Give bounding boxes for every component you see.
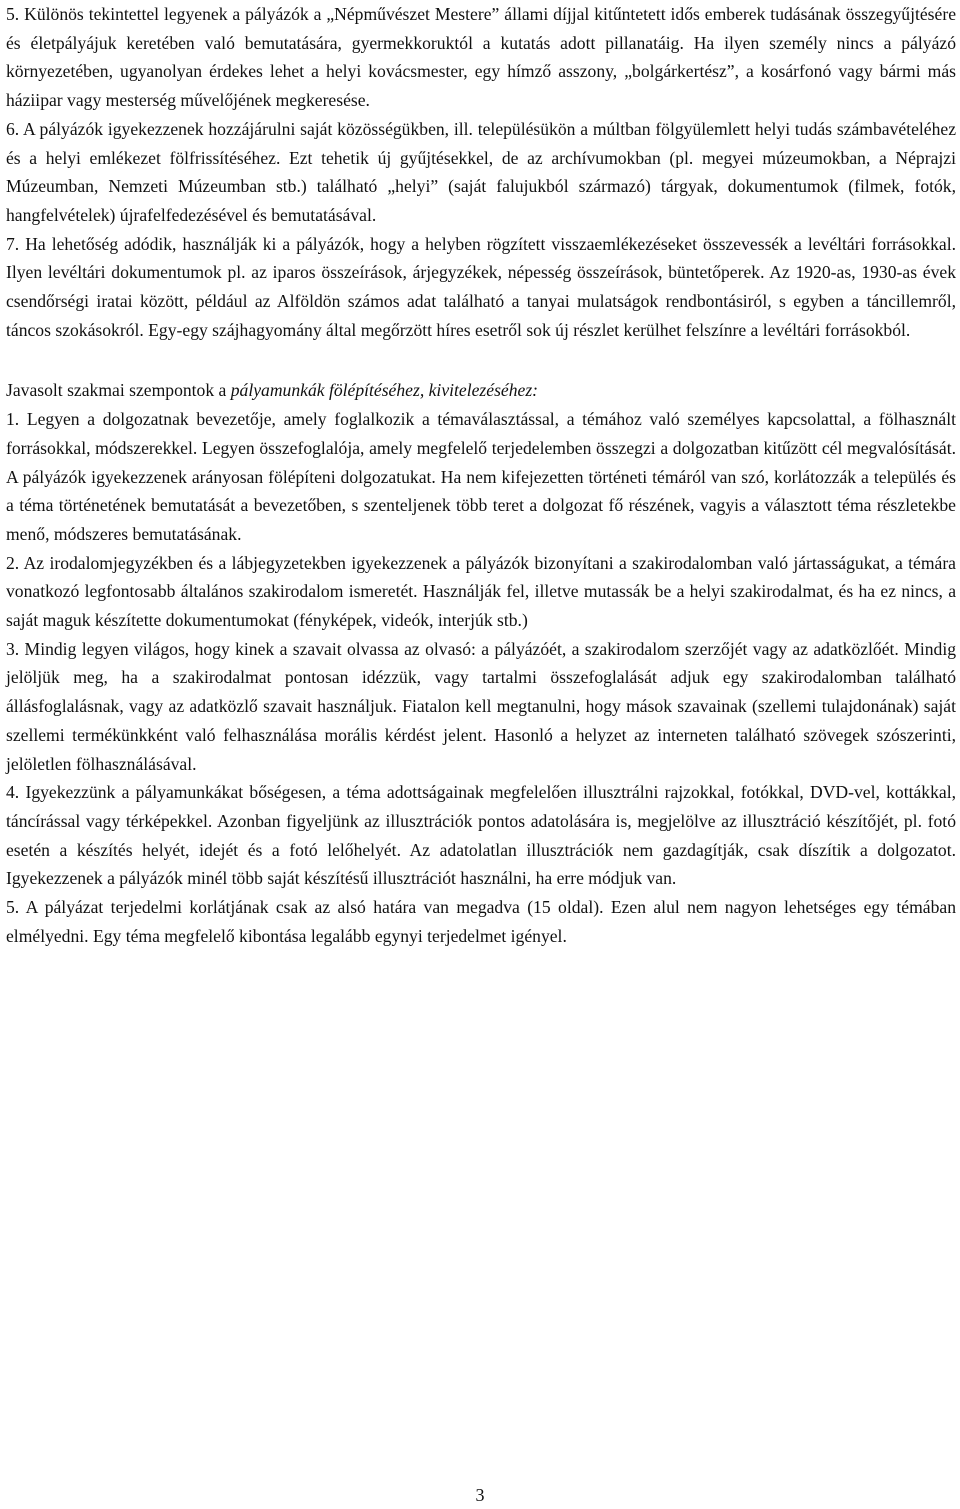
section-heading-prefix: Javasolt szakmai szempontok a <box>6 380 231 401</box>
section-heading <box>6 376 956 405</box>
page-number: 3 <box>475 1485 485 1505</box>
document-page <box>6 0 956 951</box>
paragraph-6: 6. A pályázók igyekezzenek hozzájárulni saját közösségükben, ill. településükön a múltban fölgyülemlett helyi tudás számbavételéhez és a helyi emlékezet fölfrissítéséhez. Ezt tehetik új gyűjtésekkel, de az archívumokban (pl. megyei múzeumokban, a Néprajzi Múzeumban, Nemzeti Múzeumban stb.) található „helyi” (saját falujukból származó) tárgyak, dokumentumok (filmek, fotók, hangfelvételek) újrafelfedezésével és bemutatásával. <box>6 118 956 225</box>
guideline-1: 1. Legyen a dolgozatnak bevezetője, amely foglalkozik a témaválasztással, a témához való személyes kapcsolattal, a fölhasznált forrásokkal, módszerekkel. Legyen összefoglalója, amely megfelelő terjedelemben összegzi a dolgozatban kitűzött cél megvalósítását. A pályázók igyekezzenek arányosan fölépíteni dolgozatukat. Ha nem kifejezetten történeti témáról van szó, korlátozzák a település és a téma történetének bemutatását a bevezetőben, s szenteljenek több teret a dolgozat fő részének, vagyis a választott téma részletekbe menő, módszeres bemutatásának. <box>6 409 956 544</box>
guideline-4: 4. Igyekezzünk a pályamunkákat bőségesen, a téma adottságainak megfelelően illusztrálni rajzokkal, fotókkal, DVD-vel, kottákkal, táncírással vagy térképekkel. Azonban figyeljünk az illusztrációk pontos adatolására is, megjelölve az illusztráció készítőjét, pl. fotó esetén a készítés helyét, idejét és a fotó lelőhelyét. Az adatolatlan illusztrációk nem gazdagítják, csak díszítik a dolgozatot. Igyekezzenek a pályázók minél több saját készítésű illusztrációt használni, ha erre módjuk van. <box>6 782 956 889</box>
paragraph-5: 5. Különös tekintettel legyenek a pályázók a „Népművészet Mestere” állami díjjal kitűntetett idős emberek tudásának összegyűjtésére és életpályájuk keretében való bemutatására, gyermekkoruktól a kutatás adott pillanatáig. Ha ilyen személy nincs a pályázó környezetében, ugyanolyan érdekes lehet a helyi kovácsmester, egy hímző asszony, „bolgárkertész”, a kosárfonó vagy bármi más háziipar vagy mesterség művelőjének megkeresése. <box>6 4 956 111</box>
guideline-2: 2. Az irodalomjegyzékben és a lábjegyzetekben igyekezzenek a pályázók bizonyítani a szakirodalomban való jártasságukat, a témára vonatkozó legfontosabb általános szakirodalom ismeretét. Használják fel, illetve mutassák be a helyi szakirodalmat, és ha ez nincs, a saját maguk készítette dokumentumokat (fényképek, videók, interjúk stb.) <box>6 552 956 631</box>
guideline-5: 5. A pályázat terjedelmi korlátjának csak az alsó határa van megadva (15 oldal). Ezen alul nem nagyon lehetséges egy témában elmélyedni. Egy téma megfelelő kibontása legalább egynyi terjedelmet igényel. <box>6 897 956 946</box>
section-heading-italic: pályamunkák fölépítéséhez, kivitelezéséhez: <box>230 380 539 401</box>
paragraph-7: 7. Ha lehetőség adódik, használják ki a pályázók, hogy a helyben rögzített visszaemlékezéseket összevessék a levéltári forrásokkal. Ilyen levéltári dokumentumok pl. az iparos összeírások, árjegyzékek, népesség összeírások, büntetőperek. Az 1920-as, 1930-as évek csendőrségi iratai között, például az Alföldön számos adat található a tanyai mulatságok rendbontásiról, s egyben a táncillemről, táncos szokásokról. Egy-egy szájhagyomány által megőrzött híres esetről sok új részlet kerülhet felszínre a levéltári forrásokból. <box>6 233 956 340</box>
guideline-3: 3. Mindig legyen világos, hogy kinek a szavait olvassa az olvasó: a pályázóét, a szakirodalom szerzőjét vagy az adatközlőét. Mindig jelöljük meg, ha a szakirodalmat pontosan idézzük, vagy tartalmi összefoglalását adjuk egy szakirodalomban található állásfoglalásnak, vagy az adatközlő szavait használjuk. Fiatalon kell megtanulni, hogy mások szavainak (szellemi tulajdonának) saját szellemi termékünkként való felhasználása morális kérdést jelent. Hasonló a helyzet az interneten található szövegek szószerinti, jelöletlen fölhasználásával. <box>6 638 956 774</box>
